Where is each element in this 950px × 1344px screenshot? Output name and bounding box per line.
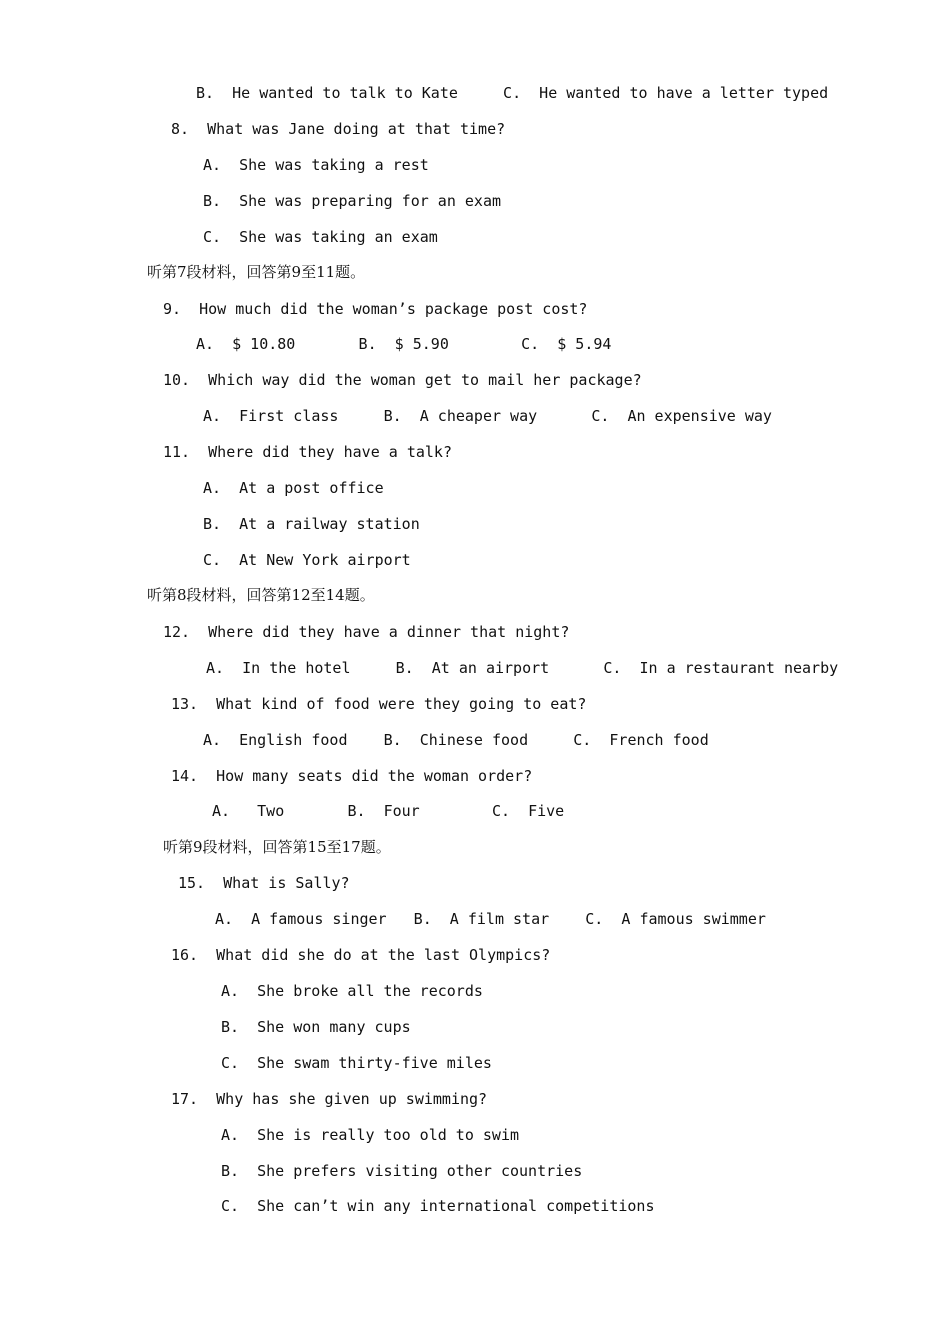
question-8: 8. What was Jane doing at that time? bbox=[171, 120, 506, 138]
q9-options: A. $ 10.80 B. $ 5.90 C. $ 5.94 bbox=[196, 335, 612, 353]
question-10: 10. Which way did the woman get to mail her package? bbox=[163, 371, 642, 389]
q8-option-b: B. She was preparing for an exam bbox=[203, 192, 502, 210]
q16-option-b: B. She won many cups bbox=[221, 1018, 411, 1036]
section-7-heading: 听第7段材料，回答第9至11题。 bbox=[147, 263, 366, 281]
question-11: 11. Where did they have a talk? bbox=[163, 443, 452, 461]
q17-option-b: B. She prefers visiting other countries bbox=[221, 1162, 583, 1180]
question-16: 16. What did she do at the last Olympics? bbox=[171, 946, 551, 964]
question-9: 9. How much did the woman’s package post cost? bbox=[163, 300, 588, 318]
q15-options: A. A famous singer B. A film star C. A famous swimmer bbox=[215, 910, 766, 928]
question-12: 12. Where did they have a dinner that night? bbox=[163, 623, 570, 641]
q17-option-c: C. She can’t win any international competitions bbox=[221, 1197, 655, 1215]
question-14: 14. How many seats did the woman order? bbox=[171, 767, 533, 785]
q12-options: A. In the hotel B. At an airport C. In a restaurant nearby bbox=[206, 659, 839, 677]
section-8-heading: 听第8段材料，回答第12至14题。 bbox=[147, 586, 375, 604]
q11-option-c: C. At New York airport bbox=[203, 551, 411, 569]
question-13: 13. What kind of food were they going to eat? bbox=[171, 695, 587, 713]
q8-option-c: C. She was taking an exam bbox=[203, 228, 438, 246]
section-9-heading: 听第9段材料，回答第15至17题。 bbox=[163, 838, 391, 856]
q11-option-a: A. At a post office bbox=[203, 479, 384, 497]
q11-option-b: B. At a railway station bbox=[203, 515, 420, 533]
q16-option-a: A. She broke all the records bbox=[221, 982, 483, 1000]
q16-option-c: C. She swam thirty-five miles bbox=[221, 1054, 492, 1072]
q17-option-a: A. She is really too old to swim bbox=[221, 1126, 520, 1144]
q8-option-a: A. She was taking a rest bbox=[203, 156, 429, 174]
q10-options: A. First class B. A cheaper way C. An expensive way bbox=[203, 407, 772, 425]
q13-options: A. English food B. Chinese food C. French food bbox=[203, 731, 709, 749]
question-17: 17. Why has she given up swimming? bbox=[171, 1090, 488, 1108]
question-15: 15. What is Sally? bbox=[178, 874, 350, 892]
q14-options: A. Two B. Four C. Five bbox=[212, 802, 565, 820]
q7-options-bc: B. He wanted to talk to Kate C. He wanted to have a letter typed bbox=[196, 84, 829, 102]
